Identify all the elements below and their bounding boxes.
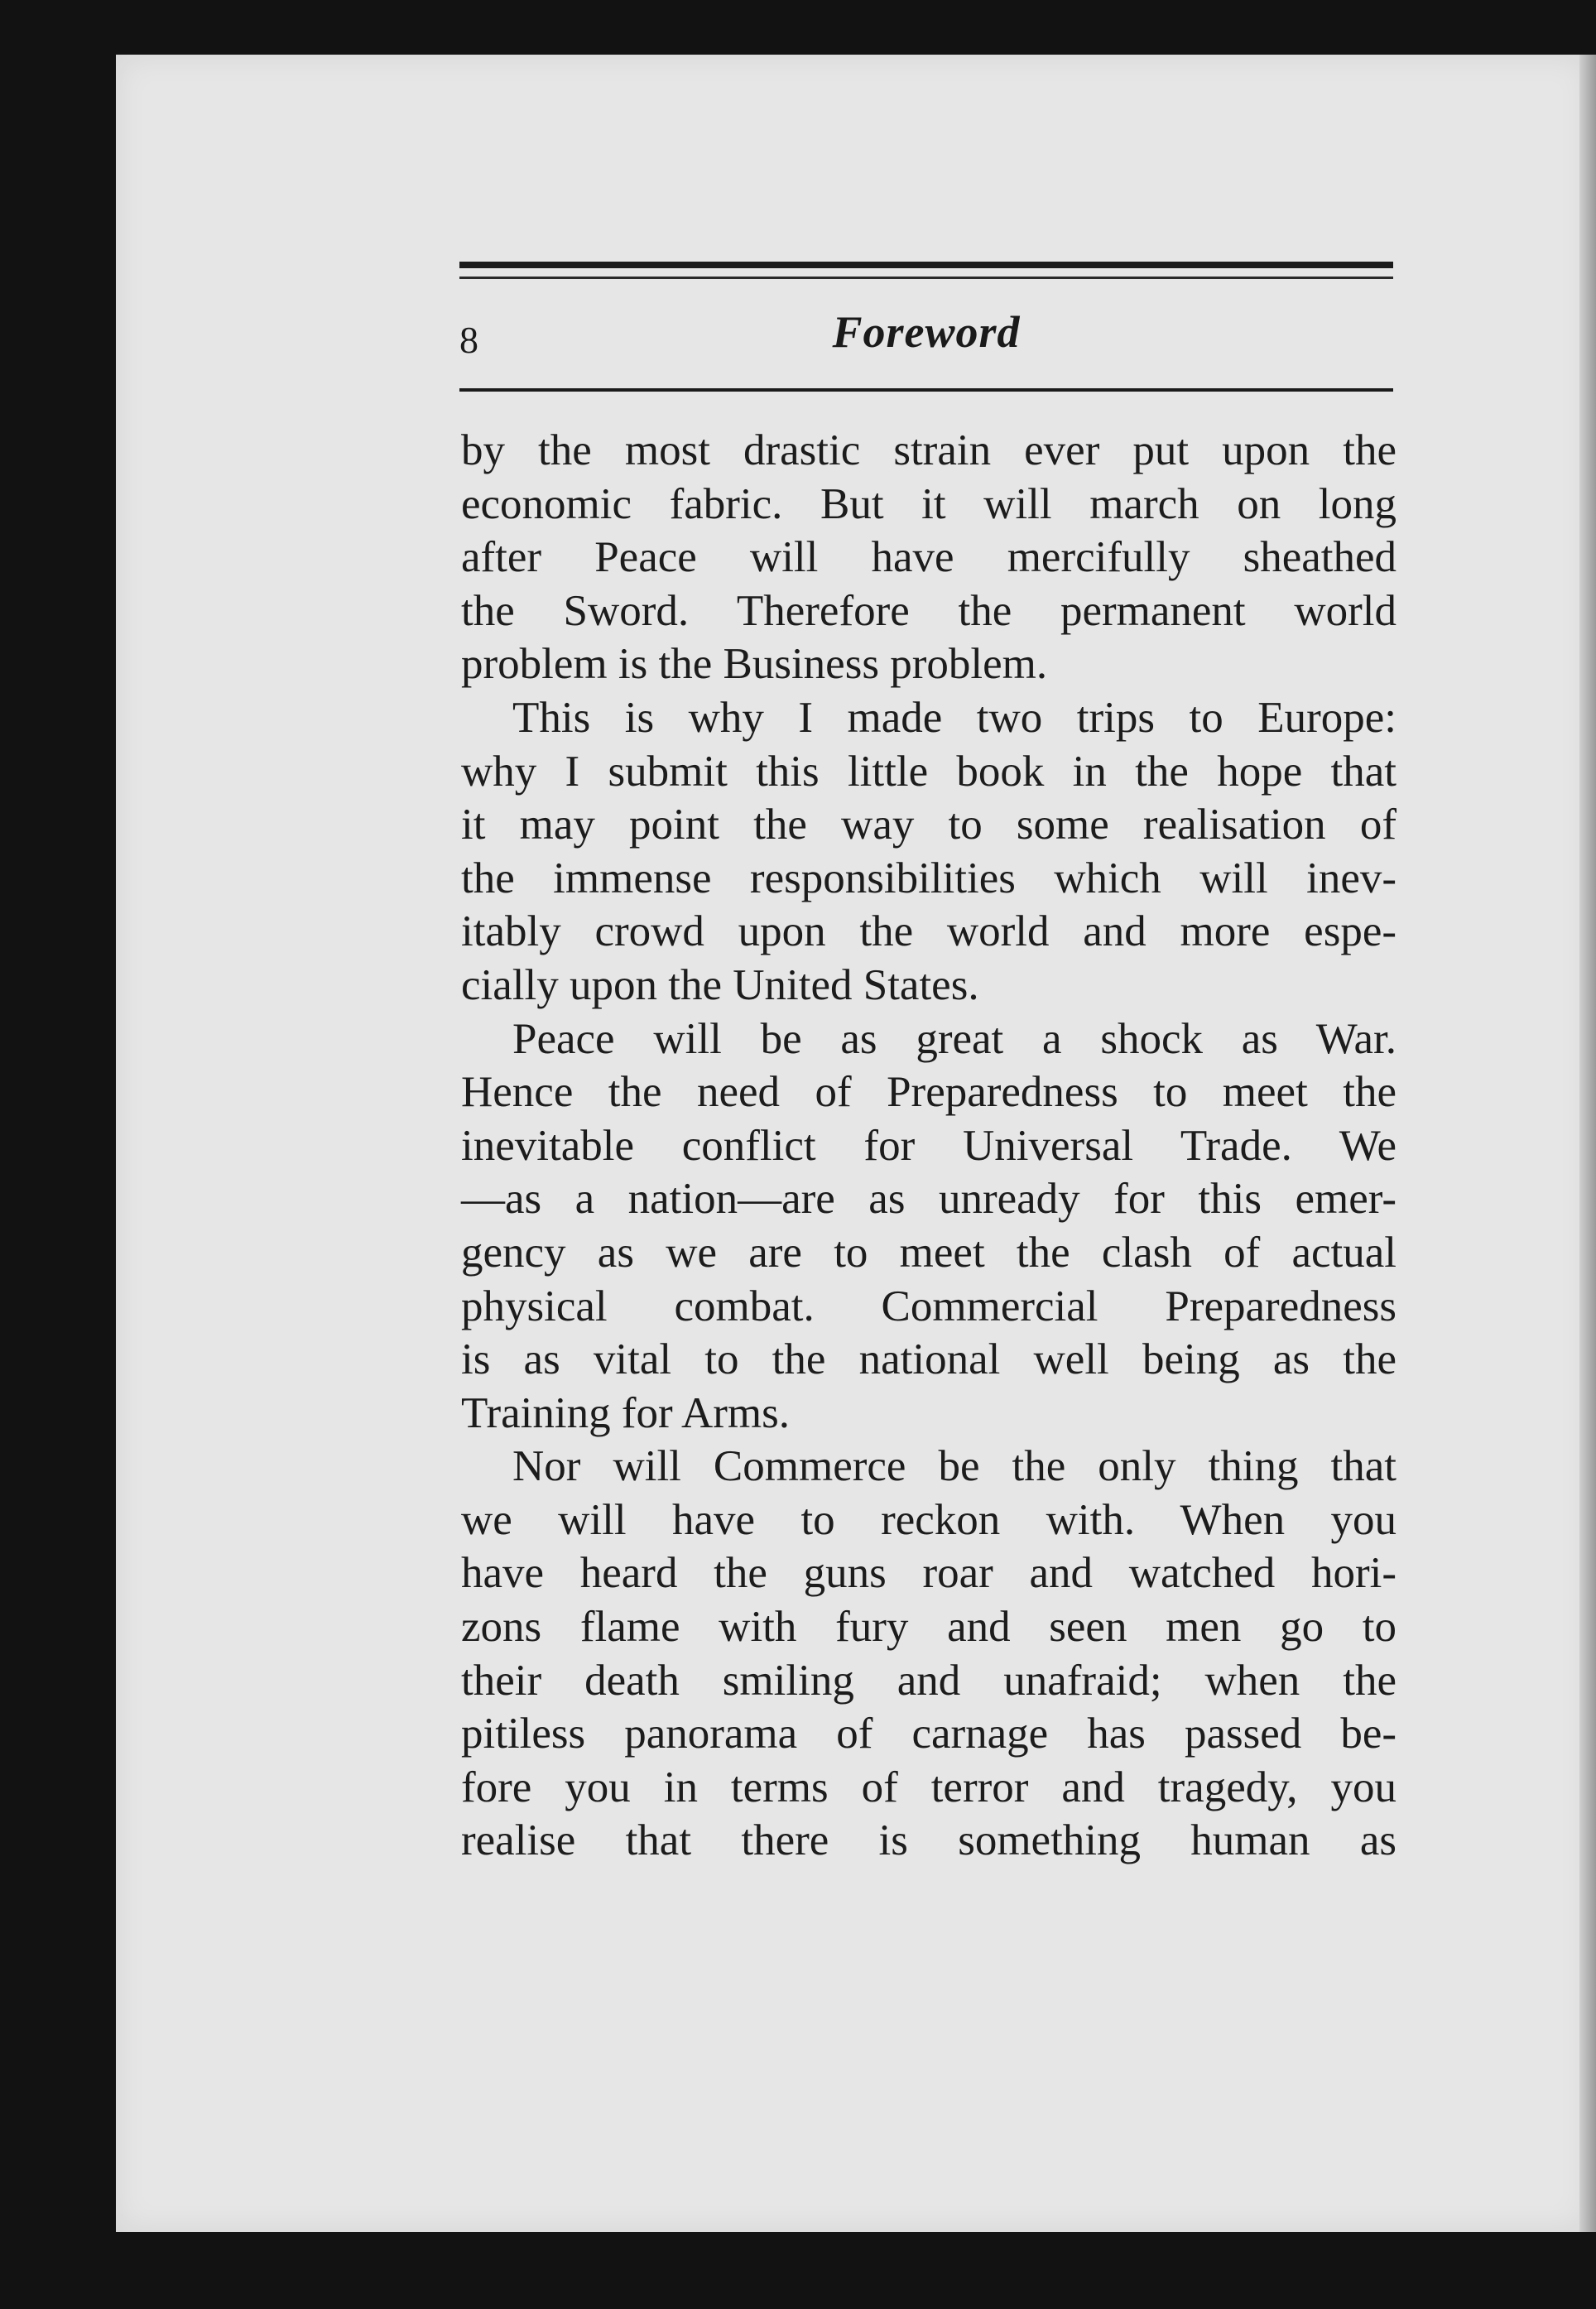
text-line: Peace will be as great a shock as War.	[512, 1014, 1396, 1063]
text-line: the immense responsibilities which will inev-	[461, 854, 1396, 902]
body-text	[461, 424, 1396, 1868]
text-line: have heard the guns roar and watched hori-	[461, 1549, 1396, 1598]
text-line: itably crowd upon the world and more espe-	[461, 907, 1396, 956]
text-line: is as vital to the national well being as the	[461, 1335, 1396, 1384]
text-line: economic fabric. But it will march on long	[461, 479, 1396, 528]
page-edge	[1579, 55, 1596, 2232]
text-line: gency as we are to meet the clash of actual	[461, 1228, 1396, 1277]
text-line: pitiless panorama of carnage has passed be-	[461, 1710, 1396, 1758]
text-line: why I submit this little book in the hope that	[461, 747, 1396, 796]
text-line: realise that there is something human as	[461, 1816, 1396, 1865]
text-line: the Sword. Therefore the permanent world	[461, 586, 1396, 635]
header-rule-bottom	[459, 388, 1393, 392]
text-line: Training for Arms.	[461, 1388, 791, 1437]
text-line: physical combat. Commercial Preparedness	[461, 1282, 1396, 1330]
header-rule-thick	[459, 262, 1393, 268]
text-line: we will have to reckon with. When you	[461, 1495, 1396, 1544]
section-title: Foreword	[832, 307, 1021, 357]
text-line: it may point the way to some realisation of	[461, 801, 1396, 849]
text-line: problem is the Business problem.	[461, 640, 1048, 689]
text-line: Nor will Commerce be the only thing that	[512, 1442, 1396, 1491]
text-line: fore you in terms of terror and tragedy, you	[461, 1763, 1396, 1811]
text-line: —as a nation—are as unready for this emer-	[461, 1175, 1396, 1224]
text-line: inevitable conflict for Universal Trade. We	[461, 1121, 1396, 1170]
header-rule-thin	[459, 277, 1393, 279]
text-line: cially upon the United States.	[461, 960, 979, 1009]
page-number: 8	[459, 319, 478, 361]
text-line: zons flame with fury and seen men go to	[461, 1603, 1396, 1652]
text-line: after Peace will have mercifully sheathed	[461, 533, 1396, 582]
text-line: their death smiling and unafraid; when the	[461, 1656, 1396, 1705]
text-line: Hence the need of Preparedness to meet the	[461, 1068, 1396, 1117]
text-line: by the most drastic strain ever put upon the	[461, 426, 1396, 474]
running-head	[459, 306, 1393, 381]
text-line: This is why I made two trips to Europe:	[512, 693, 1396, 742]
